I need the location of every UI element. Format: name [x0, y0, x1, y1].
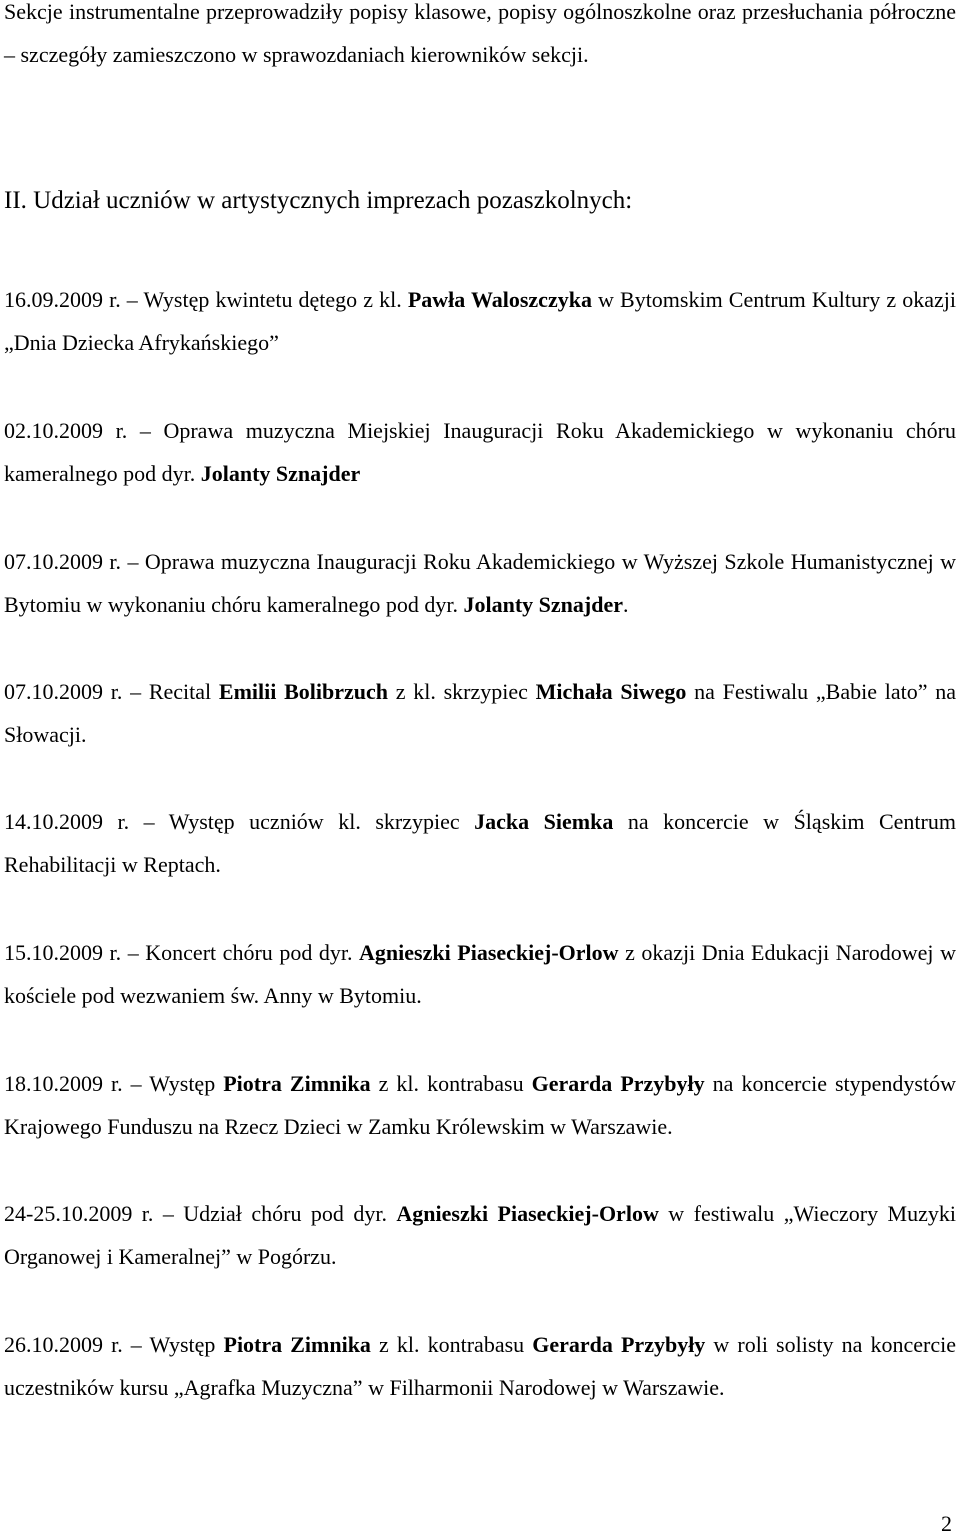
entry-text: na koncercie stypendystów Krajowego Funduszu na Rzecz Dzieci w Zamku Królewskim w Warszawie. — [4, 1071, 956, 1139]
entry-text: z kl. kontrabasu — [370, 1332, 533, 1357]
entry-bold-name: Pawła Waloszczyka — [407, 287, 592, 312]
entry-text: w festiwalu „Wieczory Muzyki Organowej i Kameralnej” w Pogórzu. — [4, 1201, 956, 1269]
entry-bold-name: Jolanty Sznajder — [463, 592, 623, 617]
entry-text: 16.09.2009 r. – Występ kwintetu dętego z kl. — [4, 287, 408, 312]
entry-text: 02.10.2009 r. – Oprawa muzyczna Miejskiej Inauguracji Roku Akademickiego w wykonaniu chóru kameralnego pod dyr. — [4, 418, 956, 486]
entry-text: 14.10.2009 r. – Występ uczniów kl. skrzypiec — [4, 809, 475, 834]
entry-text: 07.10.2009 r. – Recital — [4, 679, 219, 704]
intro-paragraph: Sekcje instrumentalne przeprowadziły popisy klasowe, popisy ogólnoszkolne oraz przesłuchania półroczne – szczegóły zamieszczono w sprawozdaniach kierowników sekcji. — [4, 0, 956, 67]
entry-text: . — [622, 592, 629, 617]
entry-bold-name: Jacka Siemka — [474, 809, 614, 834]
entry-paragraph — [4, 670, 956, 756]
entry-bold-name: Jolanty Sznajder — [200, 461, 361, 486]
entry-bold-name: Michała Siwego — [535, 679, 687, 704]
entry-paragraph — [4, 1323, 956, 1409]
entry-text: na koncercie w Śląskim Centrum Rehabilitacji w Reptach. — [4, 809, 956, 877]
page-number: 2 — [941, 1511, 952, 1536]
entry-paragraph — [4, 931, 956, 1017]
entry-text: 24-25.10.2009 r. – Udział chóru pod dyr. — [4, 1201, 397, 1226]
entry-text: w Bytomskim Centrum Kultury z okazji „Dnia Dziecka Afrykańskiego” — [4, 287, 957, 355]
entry-bold-name: Piotra Zimnika — [223, 1071, 371, 1096]
entry-bold-name: Piotra Zimnika — [223, 1332, 371, 1357]
entry-text: z kl. skrzypiec — [387, 679, 536, 704]
entry-text: 07.10.2009 r. – Oprawa muzyczna Inauguracji Roku Akademickiego w Wyższej Szkole Humanistycznej w Bytomiu w wykonaniu chóru kameralnego pod dyr. — [4, 549, 956, 617]
entry-paragraph — [4, 540, 956, 626]
entry-text: z okazji Dnia Edukacji Narodowej w kościele pod wezwaniem św. Anny w Bytomiu. — [4, 940, 956, 1008]
entry-bold-name: Gerarda Przybyły — [531, 1071, 705, 1096]
entry-paragraph — [4, 409, 956, 495]
entry-paragraph — [4, 1062, 956, 1148]
entry-text: 15.10.2009 r. – Koncert chóru pod dyr. — [4, 940, 360, 965]
entry-text: 18.10.2009 r. – Występ — [4, 1071, 224, 1096]
entry-paragraph — [4, 278, 956, 364]
entry-text: na Festiwalu „Babie lato” na Słowacji. — [4, 679, 956, 747]
section-heading: II. Udział uczniów w artystycznych imprezach pozaszkolnych: — [4, 187, 633, 214]
entry-paragraph — [4, 1192, 956, 1278]
entry-text: w roli solisty na koncercie uczestników kursu „Agrafka Muzyczna” w Filharmonii Narodowej w Warszawie. — [4, 1332, 956, 1400]
entry-paragraph — [4, 800, 956, 886]
entry-text: 26.10.2009 r. – Występ — [4, 1332, 224, 1357]
entry-bold-name: Agnieszki Piaseckiej-Orlow — [396, 1201, 659, 1226]
entry-bold-name: Emilii Bolibrzuch — [218, 679, 388, 704]
entry-bold-name: Agnieszki Piaseckiej-Orlow — [359, 940, 619, 965]
entry-text: z kl. kontrabasu — [370, 1071, 532, 1096]
entry-bold-name: Gerarda Przybyły — [532, 1332, 706, 1357]
